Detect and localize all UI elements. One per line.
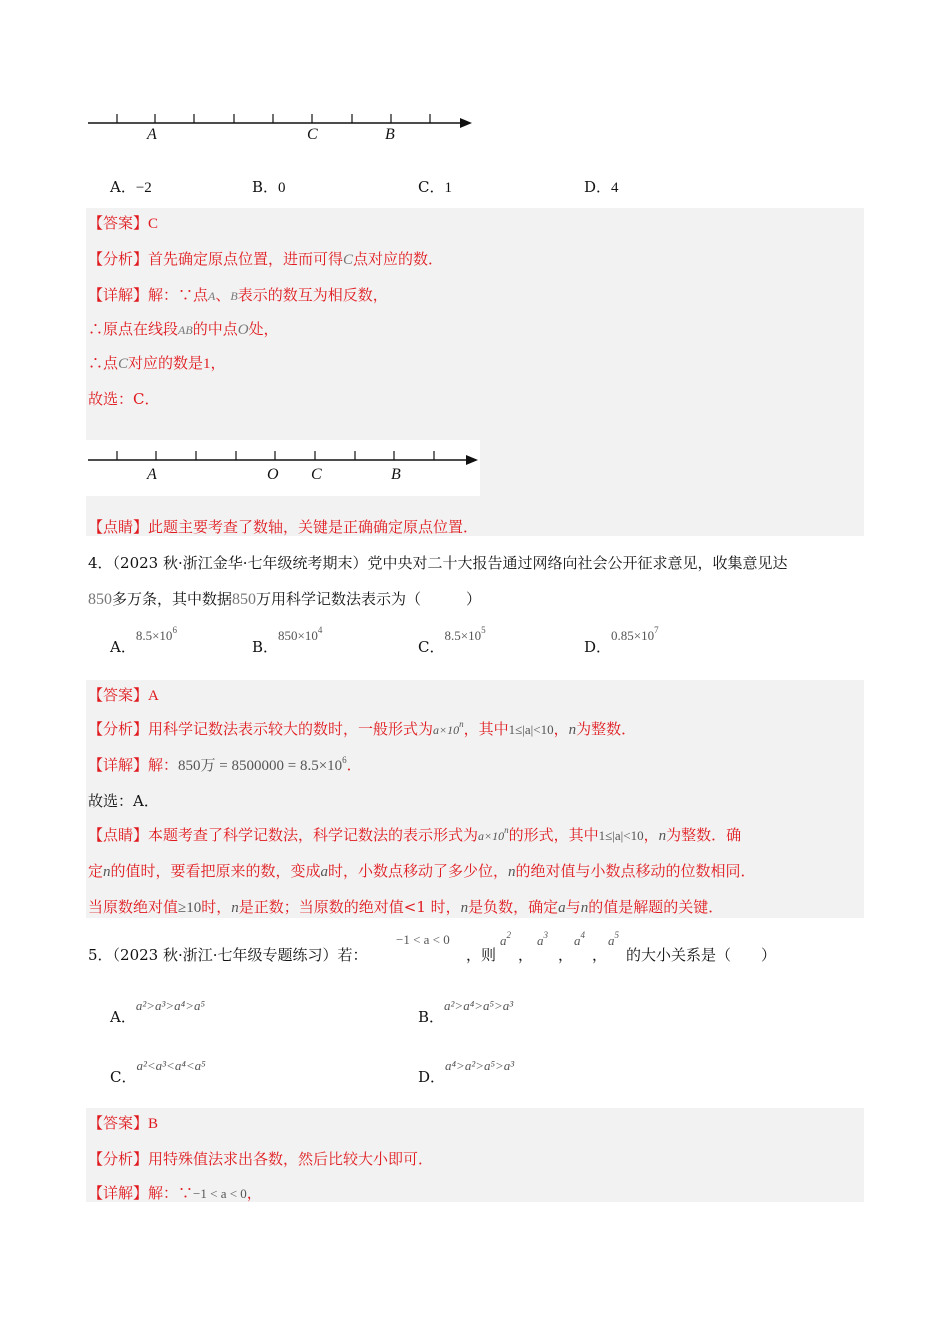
q3-option-a[interactable]: A．−2: [110, 178, 152, 196]
q3-detail-line3: ∴点C对应的数是1，: [88, 354, 226, 372]
q3-detail-line2: ∴原点在线段AB的中点O处，: [88, 320, 279, 338]
q5-detail: 【详解】解：∵−1 < a < 0，: [88, 1184, 262, 1202]
q5-comma-1: ，: [518, 946, 534, 964]
q4-option-b[interactable]: B．$850\times 10^4$: [252, 625, 323, 656]
q5-stem-condition: −1 < a < 0: [396, 932, 450, 947]
q5-stem: 5．（2023 秋·浙江·七年级专题练习）若：: [88, 946, 368, 964]
q3-analysis: 【分析】首先确定原点位置，进而可得C点对应的数．: [88, 250, 444, 268]
q4-stem-line1: 4．（2023 秋·浙江金华·七年级统考期末）党中央对二十大报告通过网络向社会公开征求意见，收集意见达: [88, 554, 788, 572]
q5-option-a[interactable]: A．a²>a³>a⁴>a⁵: [110, 998, 205, 1026]
number-line-1: [86, 108, 476, 148]
number-line-2: [86, 448, 480, 478]
q3-answer: 【答案】C: [88, 214, 159, 232]
q4-option-d[interactable]: D．$0.85\times 10^7$: [584, 625, 659, 656]
q5-option-d[interactable]: D．a⁴>a²>a⁵>a³: [418, 1058, 515, 1086]
numberline1-label-c: C: [307, 126, 318, 143]
q4-choice: 故选：A．: [88, 792, 159, 810]
q5-option-c[interactable]: C．a²<a³<a⁴<a⁵: [110, 1058, 206, 1086]
q3-detail-line1: 【详解】解：∵点A、B表示的数互为相反数，: [88, 286, 388, 304]
q5-option-b[interactable]: B．a²>a⁴>a⁵>a³: [418, 998, 514, 1026]
q4-option-c[interactable]: C．$8.5\times 10^5$: [418, 625, 486, 656]
q4-point-line3: 当原数绝对值≥10时，n是正数；当原数的绝对值<1 时，n是负数，确定a与n的值是解题的关键．: [88, 898, 724, 916]
numberline2-label-o: O: [267, 466, 279, 483]
q4-solution-box: [86, 680, 864, 918]
numberline2-label-c: C: [311, 466, 322, 483]
q3-choice: 故选：C．: [88, 390, 160, 408]
q4-point-line2: 定n的值时，要看把原来的数，变成a时，小数点移动了多少位，n的绝对值与小数点移动的位数相同．: [88, 862, 756, 880]
q5-analysis: 【分析】用特殊值法求出各数，然后比较大小即可．: [88, 1150, 434, 1168]
q4-analysis: 【分析】用科学记数法表示较大的数时，一般形式为$a\times 10^n$，其中1≤|a|<10，n为整数．: [88, 719, 637, 738]
numberline2-label-b: B: [391, 466, 401, 483]
q5-stem-tail: 的大小关系是（ ）: [626, 946, 777, 964]
q3-option-b[interactable]: B．0: [252, 178, 286, 196]
q3-point: 【点睛】此题主要考查了数轴，关键是正确确定原点位置．: [88, 518, 479, 536]
numberline1-label-a: A: [147, 126, 157, 143]
q5-power-3: $a^3$: [537, 930, 548, 948]
q5-comma-3: ，: [592, 946, 608, 964]
q5-stem-then: ，则: [466, 946, 497, 964]
q5-power-5: $a^5$: [608, 930, 619, 948]
q5-comma-2: ，: [558, 946, 574, 964]
numberline1-label-b: B: [385, 126, 395, 143]
q4-stem-line2: 850多万条，其中数据850万用科学记数法表示为（ ）: [88, 590, 482, 608]
q4-option-a[interactable]: A．$8.5\times 10^6$: [110, 625, 177, 656]
q3-option-d[interactable]: D．4: [584, 178, 619, 196]
q4-detail: 【详解】解：850万 = $8500000 = 8.5\times 10^6$．: [88, 755, 362, 774]
numberline2-label-a: A: [147, 466, 157, 483]
q4-answer: 【答案】A: [88, 686, 159, 704]
q3-option-c[interactable]: C．1: [418, 178, 452, 196]
q5-power-4: $a^4$: [574, 930, 585, 948]
q5-power-2: $a^2$: [500, 930, 511, 948]
q5-answer: 【答案】B: [88, 1114, 159, 1132]
q4-point-line1: 【点睛】本题考查了科学记数法，科学记数法的表示形式为$a\times 10^n$的形式，其中1≤|a|<10，n为整数．确: [88, 825, 742, 844]
